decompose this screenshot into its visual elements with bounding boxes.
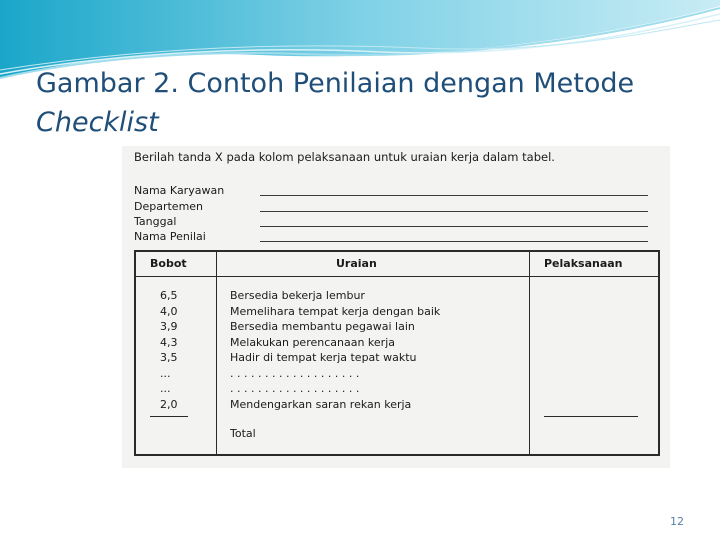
header-divider xyxy=(136,276,658,277)
bobot-cell: 3,5 xyxy=(160,351,178,364)
uraian-cell: Melakukan perencanaan kerja xyxy=(230,335,395,349)
pelaksanaan-total-rule xyxy=(544,416,638,417)
uraian-cell: . . . . . . . . . . . . . . . . . . . xyxy=(230,366,360,380)
slide-title-italic: Checklist xyxy=(36,107,159,138)
header-pelaksanaan: Pelaksanaan xyxy=(544,257,623,270)
uraian-cell: Hadir di tempat kerja tepat waktu xyxy=(230,351,417,364)
header-bobot: Bobot xyxy=(150,257,187,270)
checklist-form-image xyxy=(122,146,670,468)
bobot-cell: ... xyxy=(160,382,171,395)
bobot-cell: 3,9 xyxy=(160,320,178,333)
field-label-departemen: Departemen xyxy=(134,200,204,213)
uraian-cell: Bersedia membantu pegawai lain xyxy=(230,320,415,333)
uraian-cell: . . . . . . . . . . . . . . . . . . . xyxy=(230,382,360,395)
uraian-cell: Memelihara tempat kerja dengan baik xyxy=(230,304,441,318)
uraian-cell: Bersedia bekerja lembur xyxy=(230,289,365,302)
column-divider xyxy=(529,252,530,454)
bobot-cell: 4,3 xyxy=(160,335,178,349)
slide-title xyxy=(36,64,636,142)
field-label-nama-karyawan: Nama Karyawan xyxy=(134,184,225,197)
bobot-cell: 6,5 xyxy=(160,289,178,302)
field-line-tanggal xyxy=(260,226,648,227)
column-divider xyxy=(216,252,217,454)
uraian-cell: Mendengarkan saran rekan kerja xyxy=(230,397,412,411)
field-line-nama-penilai xyxy=(260,241,648,242)
field-label-nama-penilai: Nama Penilai xyxy=(134,230,206,243)
header-uraian: Uraian xyxy=(336,257,377,270)
total-label: Total xyxy=(230,427,256,440)
bobot-cell: 4,0 xyxy=(160,304,178,318)
bobot-cell: 2,0 xyxy=(160,397,178,411)
page-number: 12 xyxy=(670,515,684,528)
bobot-cell: ... xyxy=(160,366,171,380)
bobot-total-rule xyxy=(150,416,188,417)
field-line-departemen xyxy=(260,211,648,212)
field-line-nama-karyawan xyxy=(260,195,648,196)
checklist-table xyxy=(134,250,660,456)
form-instruction: Berilah tanda X pada kolom pelaksanaan untuk uraian kerja dalam tabel. xyxy=(134,150,555,164)
slide-title-main: Gambar 2. Contoh Penilaian dengan Metode xyxy=(36,68,635,99)
field-label-tanggal: Tanggal xyxy=(134,215,177,228)
